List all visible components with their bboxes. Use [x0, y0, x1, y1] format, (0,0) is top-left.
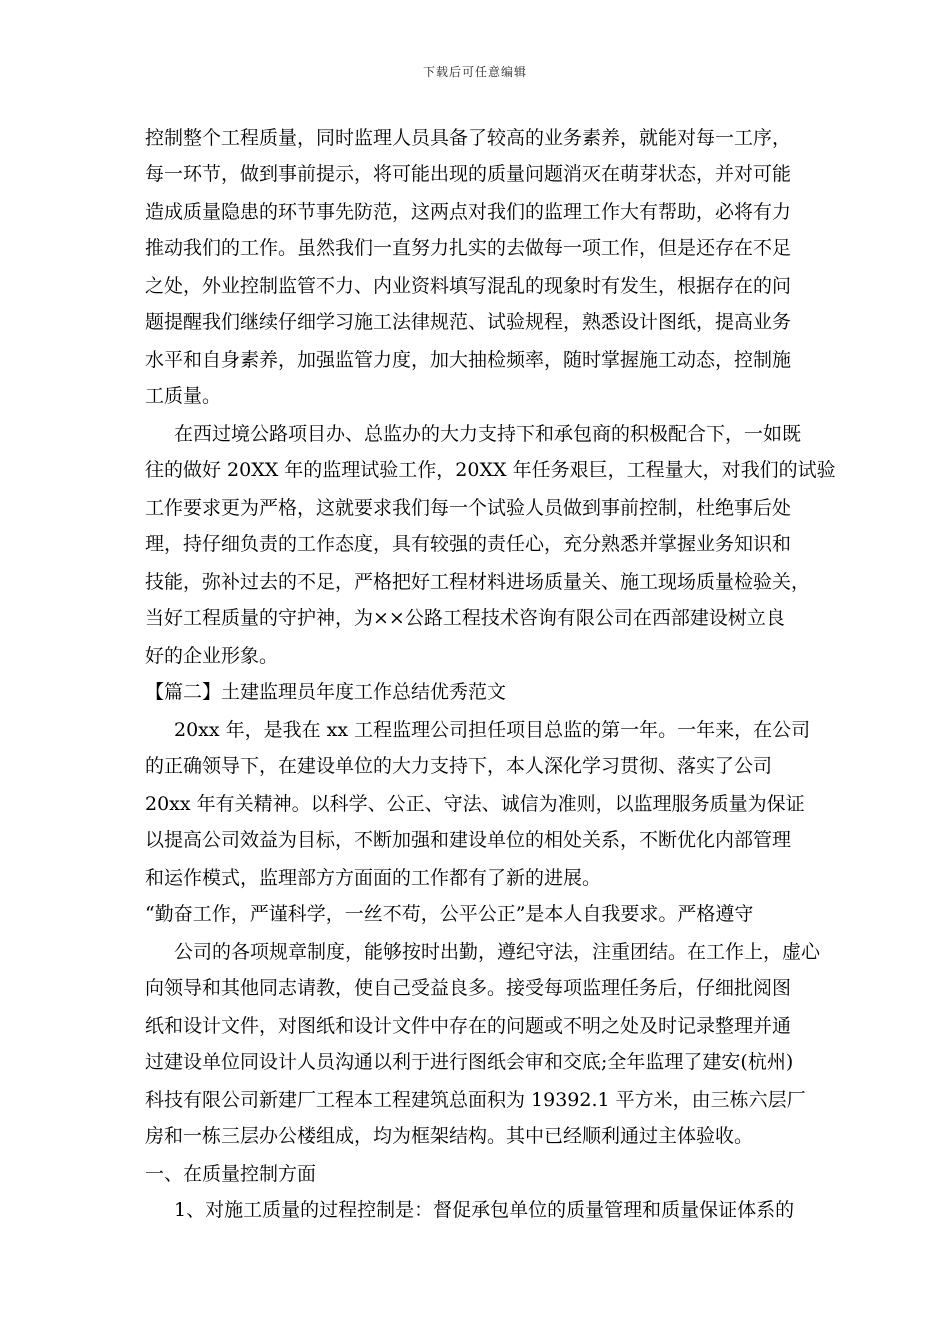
section-heading: 【篇二】土建监理员年度工作总结优秀范文 — [145, 681, 507, 703]
text-line: 推动我们的工作。虽然我们一直努力扎实的去做每一项工作，但是还存在不足 — [145, 237, 792, 259]
text-line: 一、在质量控制方面 — [145, 1163, 317, 1185]
subsection-heading: 1、对施工质量的过程控制是：督促承包单位的质量管理和质量保证体系的 — [174, 1199, 795, 1221]
text-line: 向领导和其他同志请教，使自己受益良多。接受每项监理任务后，仔细批阅图 — [145, 977, 792, 999]
text-line: 20xx 年，是我在 xx 工程监理公司担任项目总监的第一年。一年来，在公司 — [174, 719, 811, 741]
text-line: 在西过境公路项目办、总监办的大力支持下和承包商的积极配合下，一如既 — [174, 423, 802, 445]
text-line: 公司的各项规章制度，能够按时出勤，遵纪守法，注重团结。在工作上，虚心 — [174, 941, 821, 963]
text-line: 往的做好 20XX 年的监理试验工作，20XX 年任务艰巨，工程量大，对我们的试验 — [145, 459, 836, 481]
text-line: 的正确领导下，在建设单位的大力支持下，本人深化学习贯彻、落实了公司 — [145, 755, 773, 777]
text-line: “勤奋工作，严谨科学，一丝不苟，公平公正”是本人自我要求。严格遵守 — [145, 903, 754, 925]
text-line: 过建设单位同设计人员沟通以利于进行图纸会审和交底;全年监理了建安(杭州) — [145, 1051, 794, 1073]
text-line: 题提醒我们继续仔细学习施工法律规范、试验规程，熟悉设计图纸，提高业务 — [145, 311, 792, 333]
text-line: 和运作模式，监理部方方面面的工作都有了新的进展。 — [145, 867, 602, 889]
text-line: 控制整个工程质量，同时监理人员具备了较高的业务素养，就能对每一工序， — [145, 127, 792, 149]
text-line: 工质量。 — [145, 385, 222, 407]
text-line: 水平和自身素养，加强监管力度，加大抽检频率，随时掌握施工动态，控制施 — [145, 349, 792, 371]
text-line: 之处，外业控制监管不力、内业资料填写混乱的现象时有发生，根据存在的问 — [145, 275, 792, 297]
text-line: 科技有限公司新建厂工程本工程建筑总面积为 19392.1 平方米，由三栋六层厂 — [145, 1089, 806, 1111]
text-line: 工作要求更为严格，这就要求我们每一个试验人员做到事前控制，杜绝事后处 — [145, 497, 792, 519]
text-line: 理，持仔细负责的工作态度，具有较强的责任心，充分熟悉并掌握业务知识和 — [145, 533, 792, 555]
text-line: 技能，弥补过去的不足，严格把好工程材料进场质量关、施工现场质量检验关， — [145, 571, 811, 593]
text-line: 纸和设计文件，对图纸和设计文件中存在的问题或不明之处及时记录整理并通 — [145, 1015, 792, 1037]
text-line: 造成质量隐患的环节事先防范，这两点对我们的监理工作大有帮助，必将有力 — [145, 201, 792, 223]
text-line: 20xx 年有关精神。以科学、公正、守法、诚信为准则，以监理服务质量为保证 — [145, 793, 805, 815]
text-line: 好的企业形象。 — [145, 645, 279, 667]
text-line: 每一环节，做到事前提示，将可能出现的质量问题消灭在萌芽状态，并对可能 — [145, 163, 792, 185]
page-header: 下载后可任意编辑 — [422, 65, 527, 79]
text-line: 房和一栋三层办公楼组成，均为框架结构。其中已经顺利通过主体验收。 — [145, 1125, 754, 1147]
text-line: 以提高公司效益为目标，不断加强和建设单位的相处关系，不断优化内部管理 — [145, 829, 792, 851]
text-line: 当好工程质量的守护神，为××公路工程技术咨询有限公司在西部建设树立良 — [145, 607, 785, 629]
